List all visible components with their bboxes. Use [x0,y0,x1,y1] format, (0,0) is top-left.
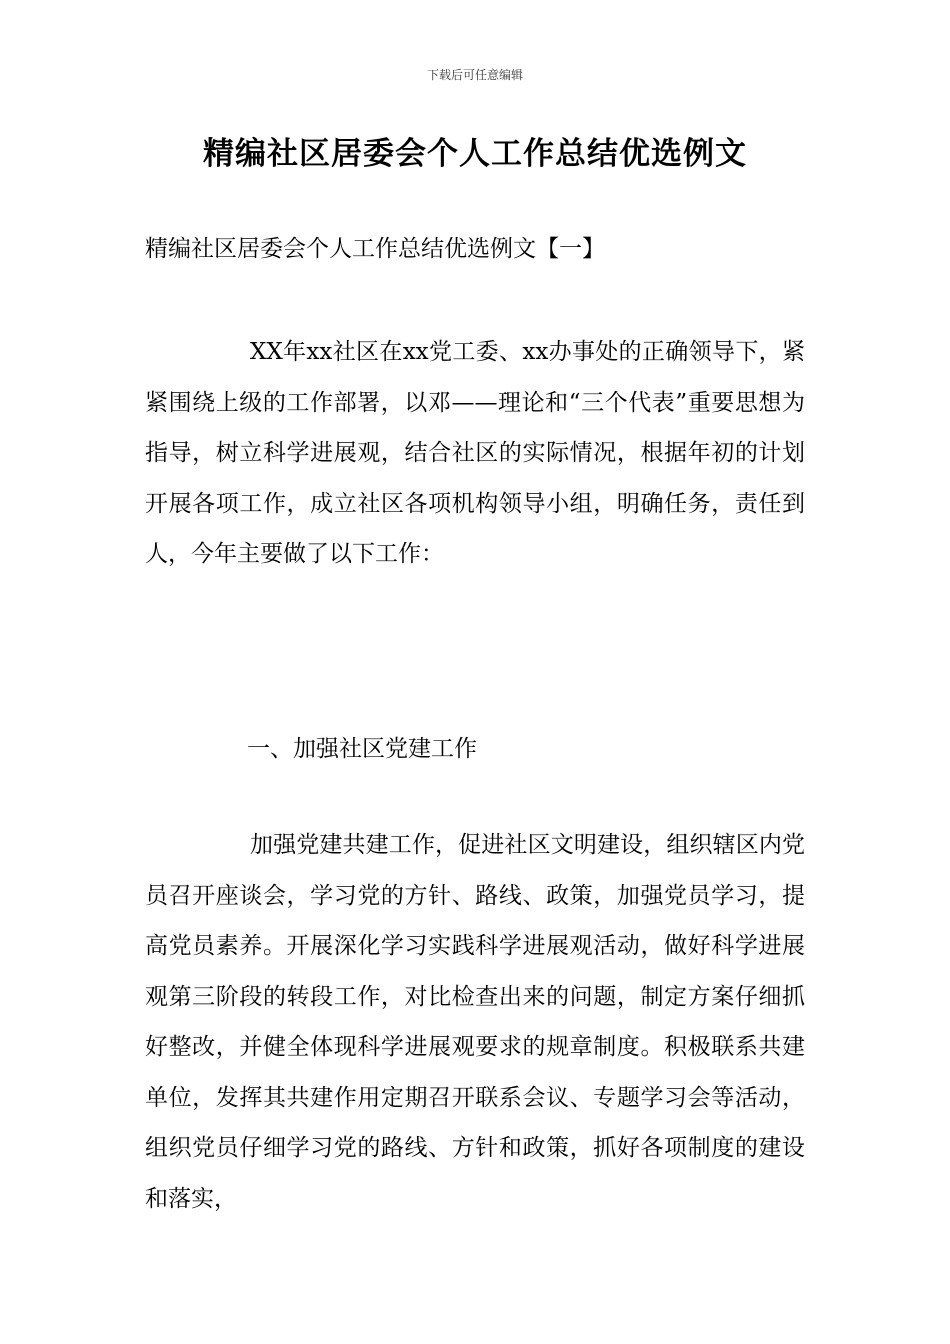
section-title: 精编社区居委会个人工作总结优选例文【一】 [145,236,605,262]
document-title: 精编社区居委会个人工作总结优选例文 [203,136,747,172]
header-note: 下载后可任意编辑 [426,68,523,82]
paragraph-party-building: 加强党建共建工作，促进社区文明建设，组织辖区内党员召开座谈会，学习党的方针、路线、政策，加强党员学习，提高党员素养。开展深化学习实践科学进展观活动，做好科学进展观第三阶段的转段工作，对比检查出来的问题，制定方案仔细抓好整改，并健全体现科学进展观要求的规章制度。积极联系共建单位，发挥其共建作用定期召开联系会议、专题学习会等活动，组织党员仔细学习党的路线、方针和政策，抓好各项制度的建设和落实， [145,832,805,1212]
paragraph-intro: XX年xx社区在xx党工委、xx办事处的正确领导下，紧紧围绕上级的工作部署，以邓——理论和“三个代表”重要思想为指导，树立科学进展观，结合社区的实际情况，根据年初的计划开展各项工作，成立社区各项机构领导小组，明确任务，责任到人，今年主要做了以下工作： [145,339,805,567]
subheading-party-building: 一、加强社区党建工作 [247,736,477,762]
